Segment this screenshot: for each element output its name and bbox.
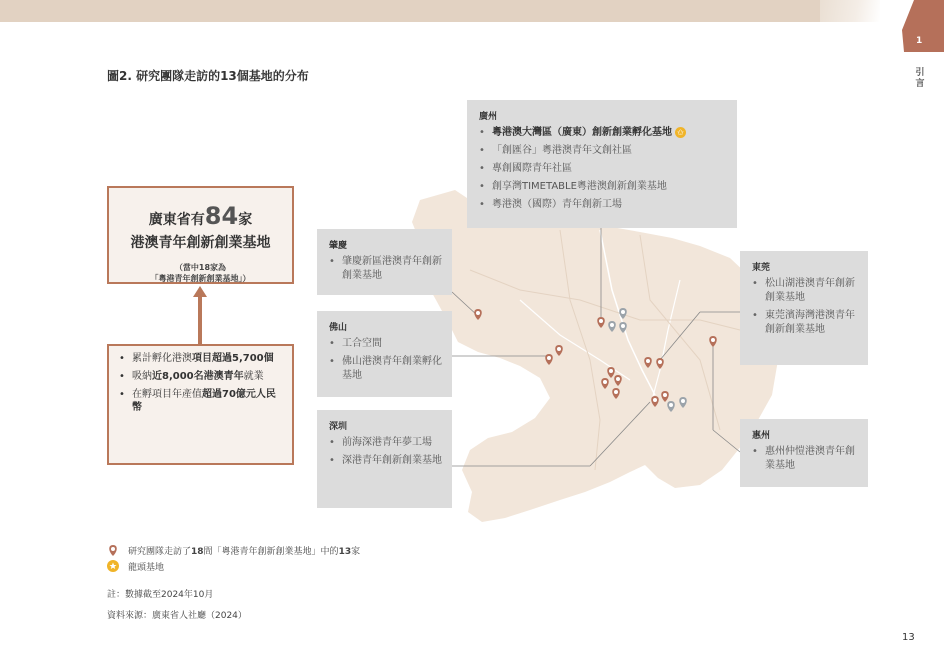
map-legend <box>107 543 360 575</box>
region-box-zhaoqing <box>317 229 452 295</box>
source-note: 資料來源：廣東省人社廳（2024） <box>107 611 247 621</box>
region-name: 深圳 <box>329 422 348 432</box>
base-item: • 佛山港澳青年創業孵化基地 <box>329 355 442 383</box>
legend-visited: 研究團隊走訪了18間「粵港青年創新創業基地」中的13家 <box>107 543 360 557</box>
base-item: • 專創國際青年社區 <box>479 162 727 176</box>
base-item-flagship: • 粵港澳大灣區（廣東）創新創業孵化基地 ✩ <box>479 126 727 140</box>
star-icon <box>107 560 119 572</box>
up-arrow-icon <box>192 286 208 346</box>
chapter-number: 1 <box>916 36 923 46</box>
figure-title: 圖2. 研究團隊走訪的13個基地的分布 <box>107 69 309 83</box>
region-name: 肇慶 <box>329 241 348 251</box>
base-item: • 粵港澳（國際）青年創新工場 <box>479 198 727 212</box>
stat-subheadline: 港澳青年創新創業基地 <box>130 235 271 251</box>
base-item: • 肇慶新區港澳青年創新創業基地 <box>329 255 442 283</box>
legend-flagship: 龍頭基地 <box>107 559 360 573</box>
base-item: • 惠州仲愷港澳青年創業基地 <box>752 445 858 473</box>
base-item: • 松山湖港澳青年創新創業基地 <box>752 277 858 305</box>
facts-box <box>107 344 294 465</box>
base-item: • 工合空間 <box>329 337 442 351</box>
region-box-shenzhen <box>317 410 452 508</box>
region-name: 惠州 <box>752 431 771 441</box>
base-item: • 創享灣TIMETABLE粵港澳創新創業基地 <box>479 180 727 194</box>
stat-number: 84 <box>204 202 239 230</box>
base-item: • 深港青年創新創業基地 <box>329 454 442 468</box>
data-cutoff-note: 註：數據截至2024年10月 <box>107 590 214 600</box>
region-box-dongguan <box>740 251 868 365</box>
stat-note: （當中18家為 「粵港青年創新創業基地」） <box>150 263 251 283</box>
region-box-guangzhou <box>467 100 737 228</box>
region-name: 廣州 <box>479 112 498 122</box>
map-pin-icon <box>107 544 119 556</box>
star-icon: ✩ <box>675 127 686 138</box>
region-name: 東莞 <box>752 263 771 273</box>
region-box-foshan <box>317 311 452 397</box>
stat-headline: 廣東省有84家 <box>148 202 253 230</box>
base-item: • 東莞濱海灣港澳青年創新創業基地 <box>752 309 858 337</box>
fact-item: • 在孵項目年產值超過70億元人民幣 <box>117 388 284 414</box>
summary-stat-box <box>107 186 294 284</box>
chapter-label: 引言 <box>915 68 925 89</box>
base-item: • 前海深港青年夢工場 <box>329 436 442 450</box>
region-name: 佛山 <box>329 323 348 333</box>
fact-item: • 累計孵化港澳項目超過5,700個 <box>117 352 284 365</box>
fact-item: • 吸納近8,000名港澳青年就業 <box>117 370 284 383</box>
page-number: 13 <box>902 632 915 643</box>
base-item: • 「創匯谷」粵港澳青年文創社區 <box>479 144 727 158</box>
region-box-huizhou <box>740 419 868 487</box>
